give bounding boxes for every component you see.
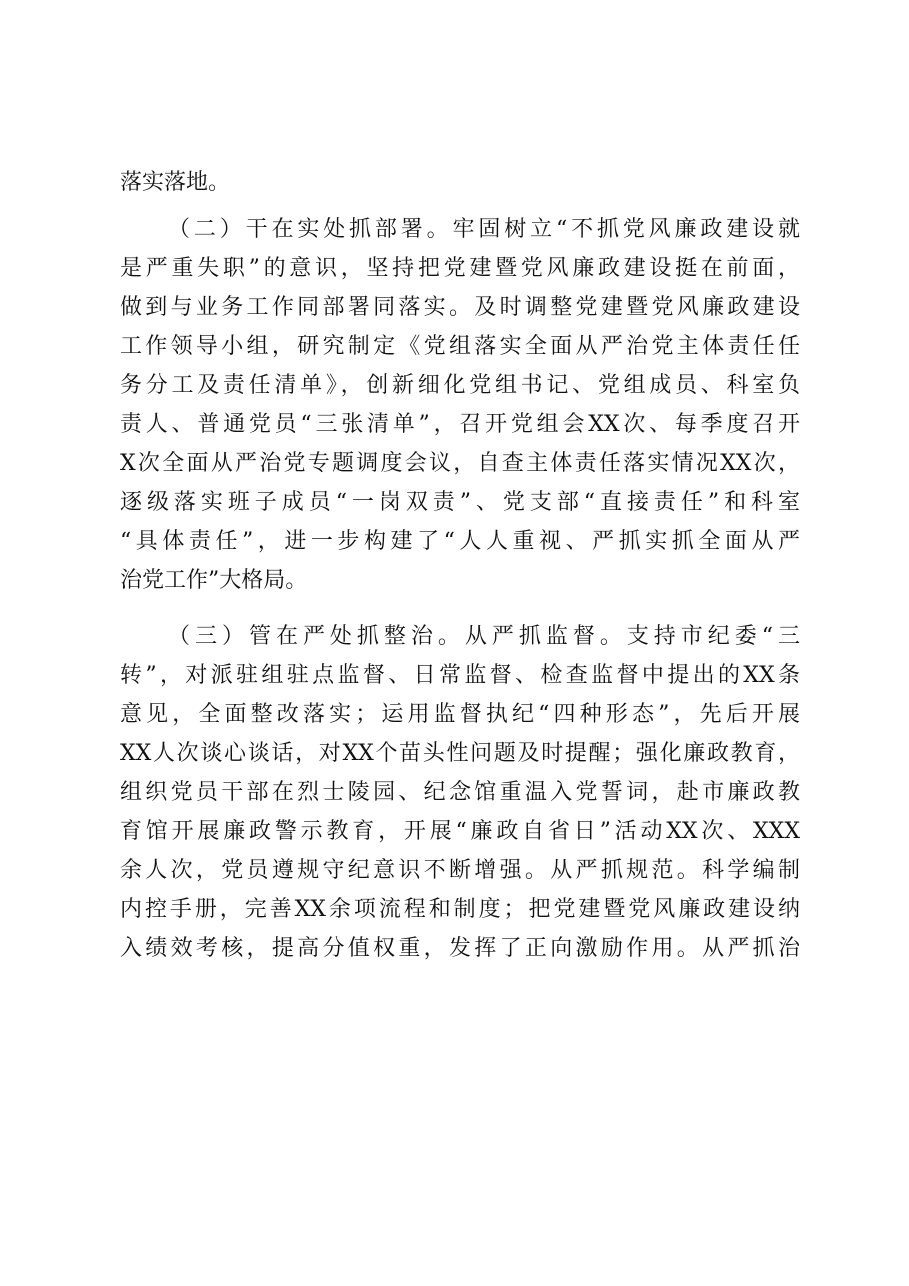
text-line: 转”，对派驻组驻点监督、日常监督、检查监督中提出的XX条 bbox=[120, 663, 800, 688]
paragraph-section-3 bbox=[120, 617, 800, 968]
paragraph-intro-tail bbox=[120, 163, 800, 202]
document-body bbox=[120, 163, 800, 968]
text-line: 是严重失职”的意识，坚持把党建暨党风廉政建设挺在前面， bbox=[120, 256, 800, 281]
text-line: 内控手册，完善XX余项流程和制度；把党建暨党风廉政建设纳 bbox=[120, 897, 800, 922]
paragraph-gap bbox=[120, 600, 800, 617]
text-line: X次全面从严治党专题调度会议，自查主体责任落实情况XX次， bbox=[120, 451, 800, 476]
text-line: 做到与业务工作同部署同落实。及时调整党建暨党风廉政建设 bbox=[120, 295, 800, 320]
text-line: 组织党员干部在烈士陵园、纪念馆重温入党誓词，赴市廉政教 bbox=[120, 780, 800, 805]
paragraph-section-2 bbox=[120, 210, 800, 600]
paragraph-gap bbox=[120, 202, 800, 210]
text-line: 工作领导小组，研究制定《党组落实全面从严治党主体责任任 bbox=[120, 334, 800, 359]
text-line: 逐级落实班子成员“一岗双责”、党支部“直接责任”和科室 bbox=[120, 490, 800, 515]
text-line: 余人次，党员遵规守纪意识不断增强。从严抓规范。科学编制 bbox=[120, 858, 800, 883]
text-line: 责人、普通党员“三张清单”，召开党组会XX次、每季度召开 bbox=[120, 412, 800, 437]
text-line: 务分工及责任清单》，创新细化党组书记、党组成员、科室负 bbox=[120, 373, 800, 398]
text-line: （二）干在实处抓部署。牢固树立“不抓党风廉政建设就 bbox=[168, 217, 800, 242]
text-line: （三）管在严处抓整治。从严抓监督。支持市纪委“三 bbox=[168, 624, 800, 649]
text-line: 治党工作”大格局。 bbox=[120, 568, 308, 593]
text-line: “具体责任”，进一步构建了“人人重视、严抓实抓全面从严 bbox=[120, 529, 800, 554]
text-line: XX人次谈心谈话，对XX个苗头性问题及时提醒；强化廉政教育， bbox=[120, 741, 800, 766]
text-line: 意见，全面整改落实；运用监督执纪“四种形态”，先后开展 bbox=[120, 702, 800, 727]
text-line: 落实落地。 bbox=[120, 170, 231, 195]
text-line: 入绩效考核，提高分值权重，发挥了正向激励作用。从严抓治 bbox=[120, 936, 800, 961]
text-line: 育馆开展廉政警示教育，开展“廉政自省日”活动XX次、XXX bbox=[120, 819, 800, 844]
